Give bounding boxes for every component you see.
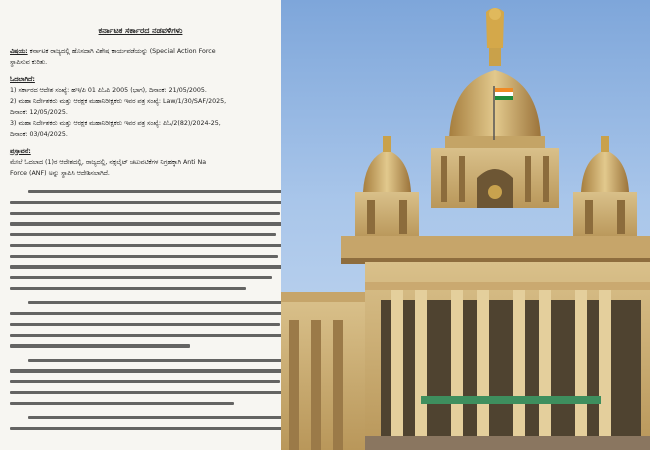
text-line (10, 265, 281, 268)
text-line (10, 201, 281, 204)
central-dome (449, 70, 541, 140)
subject-label: ವಿಷಯ: (10, 48, 28, 55)
text-line (10, 255, 278, 258)
text-line (28, 301, 281, 304)
ref-line: ದಿನಾಂಕ: 12/05/2025. (10, 109, 68, 116)
paragraph-block (10, 190, 281, 290)
text-line (10, 391, 281, 394)
text-line (10, 312, 281, 315)
ref-line: 1) ಸರ್ಕಾರದ ಆದೇಶ ಸಂಖ್ಯೆ: ಹಇ/ಪಿ 01 ಪಿಓಪಿ 2005 (ಭಾಗ), ದಿನಾಂಕ: 21/05/2005. (10, 87, 207, 94)
text-line (10, 287, 246, 290)
ref-line: 2) ಮಹಾ ನಿರ್ದೇಶಕರು ಮತ್ತು ಆರಕ್ಷಕ ಮಹಾನಿರೀಕ್ಷಕರು ಇವರ ಪತ್ರ ಸಂಖ್ಯೆ: Law/1/30/SAF/2025, (10, 98, 227, 105)
text-line (10, 233, 276, 236)
document-title: ಕರ್ನಾಟಕ ಸರ್ಕಾರದ ನಡವಳಿಗಳು (98, 26, 183, 35)
ref-line: ದಿನಾಂಕ: 03/04/2025. (10, 131, 68, 138)
left-dome (355, 136, 419, 238)
left-wing (281, 292, 365, 450)
text-line (10, 244, 281, 247)
paragraph-block (10, 359, 281, 405)
preamble-line-1: ಮೇಲೆ ಓದಲಾದ (1)ರ ಆದೇಶದಲ್ಲಿ, ರಾಜ್ಯದಲ್ಲಿ, ನಕ್ಸಲೈಟ್ ಚಟುವಟಿಕೆಗಳ ನಿಗ್ರಹಕ್ಕಾಗಿ Anti Na (10, 159, 207, 166)
text-line (10, 427, 281, 430)
building-illustration (281, 0, 650, 450)
text-line (28, 359, 281, 362)
text-line (10, 380, 280, 383)
subject-text-2: ಸ್ಥಾಪಿಸುವ ಕುರಿತು. (10, 59, 48, 66)
document-panel (0, 0, 281, 450)
text-line (10, 323, 280, 326)
vidhana-soudha-photo (281, 0, 650, 450)
preamble-label: ಪ್ರಸ್ತಾವನೆ: (10, 148, 31, 155)
text-line (10, 276, 272, 279)
balcony-railing (421, 396, 601, 404)
preamble-line-2: Force (ANF) ಅನ್ನು ಸ್ಥಾಪಿಸಿ ಆದೇಶಿಸಲಾಗಿದೆ. (10, 170, 110, 177)
text-line (10, 334, 281, 337)
emblem-medallion (488, 185, 502, 199)
refs-label: ಓದಲಾಗಿದೆ: (10, 76, 35, 83)
ref-line: 3) ಮಹಾ ನಿರ್ದೇಶಕರು ಮತ್ತು ಆರಕ್ಷಕ ಮಹಾನಿರೀಕ್ಷಕರು ಇವರ ಪತ್ರ ಸಂಖ್ಯೆ: ಪಿಓ/2(82)/2024-25, (10, 120, 221, 127)
text-line (10, 344, 190, 347)
text-line (10, 222, 281, 225)
text-line (10, 369, 281, 372)
right-dome (573, 136, 637, 238)
text-line (28, 190, 281, 193)
text-line (28, 416, 281, 419)
emblem-finial (486, 8, 504, 66)
paragraph-block (10, 301, 281, 347)
subject-text: ಕರ್ನಾಟಕ ರಾಜ್ಯದಲ್ಲಿ ಹೊಸದಾಗಿ ವಿಶೇಷ ಕಾರ್ಯಪಡೆಯನ್ನು (Special Action Force (29, 48, 216, 55)
text-line (10, 212, 280, 215)
subject-line (10, 46, 281, 57)
paragraph-block (10, 416, 281, 430)
text-line (10, 402, 234, 405)
